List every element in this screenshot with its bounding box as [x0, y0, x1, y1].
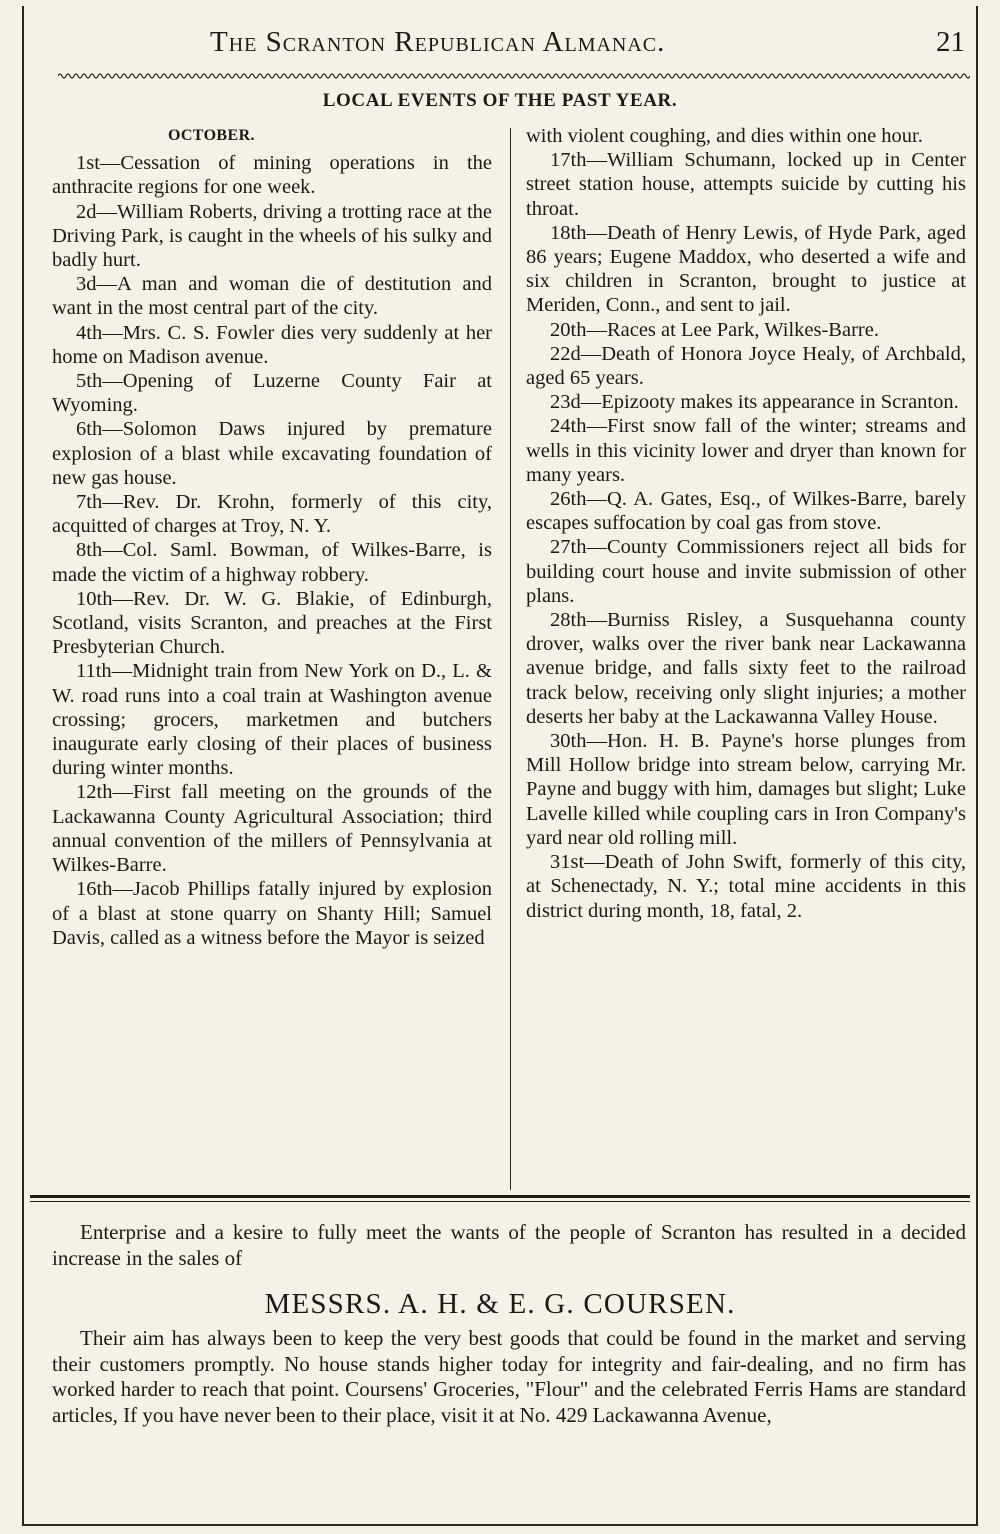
event-entry: 4th—Mrs. C. S. Fowler dies very suddenly at her home on Madison avenue.: [52, 321, 492, 368]
almanac-title: The Scranton Republican Almanac.: [210, 26, 666, 58]
column-divider: [510, 128, 511, 1190]
event-entry: 11th—Midnight train from New York on D., L. & W. road runs into a coal train at Washington avenue crossing; grocers, marketmen and butchers inaugurate early closing of their places of business during winter months.: [52, 660, 492, 780]
event-entry: 1st—Cessation of mining operations in the anthracite regions for one week.: [52, 152, 492, 199]
event-entry: 24th—First snow fall of the winter; streams and wells in this vicinity lower and dryer than known for many years.: [526, 415, 966, 486]
event-entry: 31st—Death of John Swift, formerly of this city, at Schenectady, N. Y.; total mine accidents in this district during month, 18, fatal, 2.: [526, 851, 966, 922]
ad-separator-thick: [30, 1195, 970, 1198]
advertisement-intro: Enterprise and a kesire to fully meet the wants of the people of Scranton has resulted in a decided increase in the sales of: [52, 1220, 966, 1270]
event-entry: 7th—Rev. Dr. Krohn, formerly of this city, acquitted of charges at Troy, N. Y.: [52, 491, 492, 538]
event-continuation: with violent coughing, and dies within one hour.: [526, 125, 923, 147]
event-entry: 2d—William Roberts, driving a trotting race at the Driving Park, is caught in the wheels of his sulky and badly hurt.: [52, 200, 492, 272]
ad-separator-thin: [30, 1201, 970, 1202]
event-entry: 22d—Death of Honora Joyce Healy, of Archbald, aged 65 years.: [526, 342, 966, 390]
event-entry: 10th—Rev. Dr. W. G. Blakie, of Edinburgh, Scotland, visits Scranton, and preaches at the First Presbyterian Church.: [52, 587, 492, 659]
right-column: [526, 124, 966, 923]
section-heading: LOCAL EVENTS OF THE PAST YEAR.: [322, 90, 678, 111]
event-entry: 8th—Col. Saml. Bowman, of Wilkes-Barre, is made the victim of a highway robbery.: [52, 539, 492, 586]
event-entry: 6th—Solomon Daws injured by premature explosion of a blast while excavating foundation of new gas house.: [52, 418, 492, 489]
event-entry: 5th—Opening of Luzerne County Fair at Wyoming.: [52, 370, 492, 417]
event-entry: 27th—County Commissioners reject all bids for building court house and invite submission of other plans.: [526, 536, 966, 607]
event-entry: 28th—Burniss Risley, a Susquehanna county drover, walks over the river bank near Lackawanna avenue bridge, and falls sixty feet to the railroad track below, receiving only slight injuries; a mother deserts her baby at the Lackawanna Valley House.: [526, 609, 966, 728]
page-header: [0, 26, 1000, 70]
event-entry: 16th—Jacob Phillips fatally injured by explosion of a blast at stone quarry on Shanty Hill; Samuel Davis, called as a witness before the Mayor is seized: [52, 878, 492, 949]
event-entry: 30th—Hon. H. B. Payne's horse plunges from Mill Hollow bridge into stream below, carrying Mr. Payne and buggy with him, damages but slight; Luke Lavelle killed while coupling cars in Iron Company's yard near old rolling mill.: [526, 730, 966, 849]
event-entry: 12th—First fall meeting on the grounds of the Lackawanna County Agricultural Association; third annual convention of the millers of Pennsylvania at Wilkes-Barre.: [52, 781, 492, 877]
event-entry: 18th—Death of Henry Lewis, of Hyde Park, aged 86 years; Eugene Maddox, who deserted a wife and six children in Scranton, brought to justice at Meriden, Conn., and sent to jail.: [526, 221, 966, 317]
event-entry: 23d—Epizooty makes its appearance in Scranton.: [550, 391, 959, 414]
advertisement-body: Their aim has always been to keep the very best goods that could be found in the market and serving their customers promptly. No house stands higher today for integrity and fair-dealing, and no firm has worked harder to reach that point. Coursens' Groceries, "Flour" and the celebrated Ferris Hams are standard articles, If you have never been to their place, visit it at No. 429 Lackawanna Avenue,: [52, 1326, 966, 1427]
event-entry: 3d—A man and woman die of destitution and want in the most central part of the city.: [52, 273, 492, 320]
page-number: 21: [936, 26, 965, 58]
advertisement-firm-name: MESSRS. A. H. & E. G. COURSEN.: [264, 1288, 736, 1320]
month-heading: OCTOBER.: [168, 127, 255, 144]
event-entry: 20th—Races at Lee Park, Wilkes-Barre.: [550, 318, 879, 341]
left-column: [52, 124, 492, 950]
event-entry: 26th—Q. A. Gates, Esq., of Wilkes-Barre, barely escapes suffocation by coal gas from stove.: [526, 488, 966, 535]
wavy-rule: [58, 72, 970, 80]
event-entry: 17th—William Schumann, locked up in Center street station house, attempts suicide by cutting his throat.: [526, 149, 966, 220]
